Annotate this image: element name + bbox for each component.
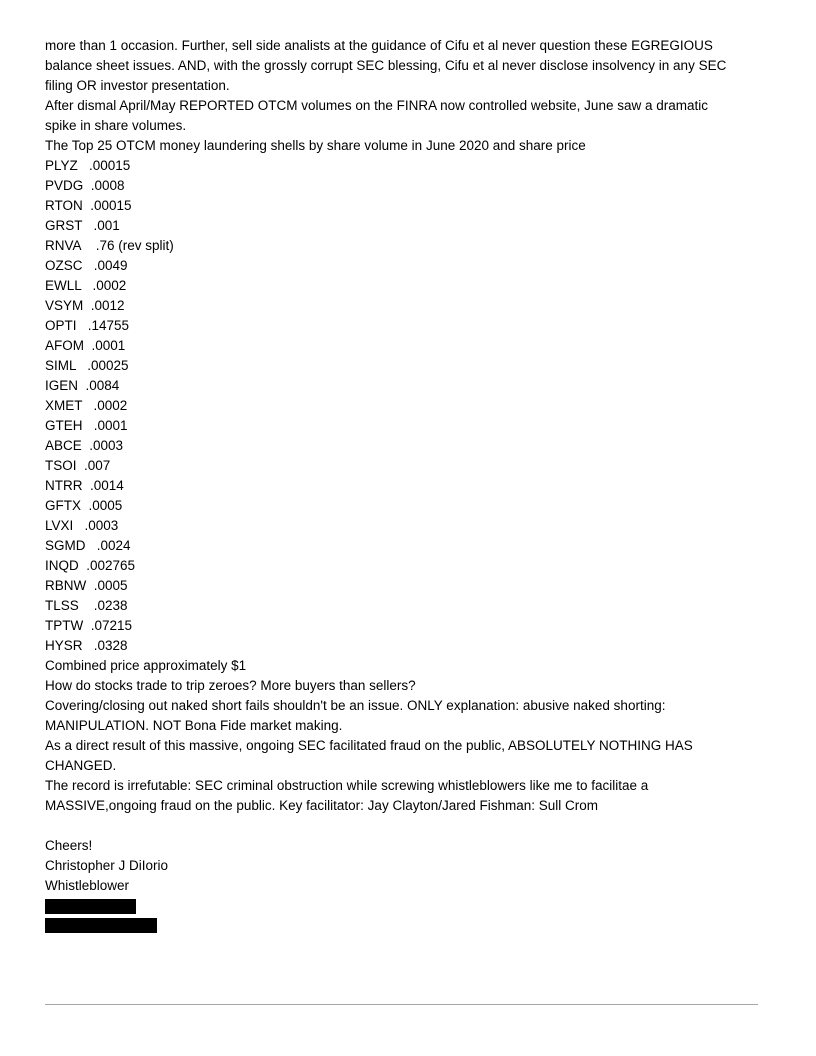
ticker-row: IGEN .0084 <box>45 378 120 393</box>
redaction-bar <box>45 918 157 933</box>
ticker-row: EWLL .0002 <box>45 278 127 293</box>
covering-line-1: Covering/closing out naked short fails shouldn't be an issue. ONLY explanation: abusive naked shorting: <box>45 698 666 713</box>
footer-divider <box>45 1004 758 1005</box>
ticker-row: ABCE .0003 <box>45 438 124 453</box>
ticker-row: AFOM .0001 <box>45 338 126 353</box>
question-line: How do stocks trade to trip zeroes? More buyers than sellers? <box>45 678 416 693</box>
ticker-row: VSYM .0012 <box>45 298 125 313</box>
ticker-row: HYSR .0328 <box>45 638 128 653</box>
record-line-1: The record is irrefutable: SEC criminal obstruction while screwing whistleblowers like me to facilitae a <box>45 778 649 793</box>
signature-block <box>45 836 770 933</box>
ticker-row: SIML .00025 <box>45 358 129 373</box>
ticker-row: INQD .002765 <box>45 558 136 573</box>
ticker-row: XMET .0002 <box>45 398 128 413</box>
ticker-row: TPTW .07215 <box>45 618 133 633</box>
ticker-list-heading: The Top 25 OTCM money laundering shells by share volume in June 2020 and share price <box>45 138 586 153</box>
ticker-row: SGMD .0024 <box>45 538 131 553</box>
signature-name: Christopher J DiIorio <box>45 858 169 873</box>
ticker-row: LVXI .0003 <box>45 518 119 533</box>
blank-line <box>45 816 770 836</box>
intro-line-3: filing OR investor presentation. <box>45 78 230 93</box>
signature-greeting: Cheers! <box>45 838 93 853</box>
ticker-row: GTEH .0001 <box>45 418 128 433</box>
result-line-1: As a direct result of this massive, ongoing SEC facilitated fraud on the public, ABSOLUTELY NOTHING HAS <box>45 738 693 753</box>
letter-body <box>45 36 770 933</box>
ticker-row: PVDG .0008 <box>45 178 125 193</box>
ticker-row: OZSC .0049 <box>45 258 128 273</box>
ticker-list <box>45 156 770 656</box>
intro-line-4: After dismal April/May REPORTED OTCM volumes on the FINRA now controlled website, June saw a dramatic <box>45 98 708 113</box>
ticker-row: RTON .00015 <box>45 198 132 213</box>
intro-line-5: spike in share volumes. <box>45 118 187 133</box>
ticker-row: GRST .001 <box>45 218 120 233</box>
intro-line-2: balance sheet issues. AND, with the grossly corrupt SEC blessing, Cifu et al never disclose insolvency in any SEC <box>45 58 727 73</box>
ticker-row: NTRR .0014 <box>45 478 124 493</box>
covering-line-2: MANIPULATION. NOT Bona Fide market making. <box>45 718 343 733</box>
redaction-bar <box>45 899 136 914</box>
ticker-row: TSOI .007 <box>45 458 111 473</box>
ticker-row: RNVA .76 (rev split) <box>45 238 174 253</box>
combined-price-line: Combined price approximately $1 <box>45 658 247 673</box>
signature-title: Whistleblower <box>45 878 130 893</box>
ticker-row: TLSS .0238 <box>45 598 128 613</box>
ticker-row: GFTX .0005 <box>45 498 123 513</box>
result-line-2: CHANGED. <box>45 758 117 773</box>
intro-line-1: more than 1 occasion. Further, sell side analists at the guidance of Cifu et al never question these EGREGIOUS <box>45 38 713 53</box>
record-line-2: MASSIVE,ongoing fraud on the public. Key facilitator: Jay Clayton/Jared Fishman: Sull Crom <box>45 798 599 813</box>
ticker-row: PLYZ .00015 <box>45 158 131 173</box>
ticker-row: RBNW .0005 <box>45 578 128 593</box>
ticker-row: OPTI .14755 <box>45 318 130 333</box>
